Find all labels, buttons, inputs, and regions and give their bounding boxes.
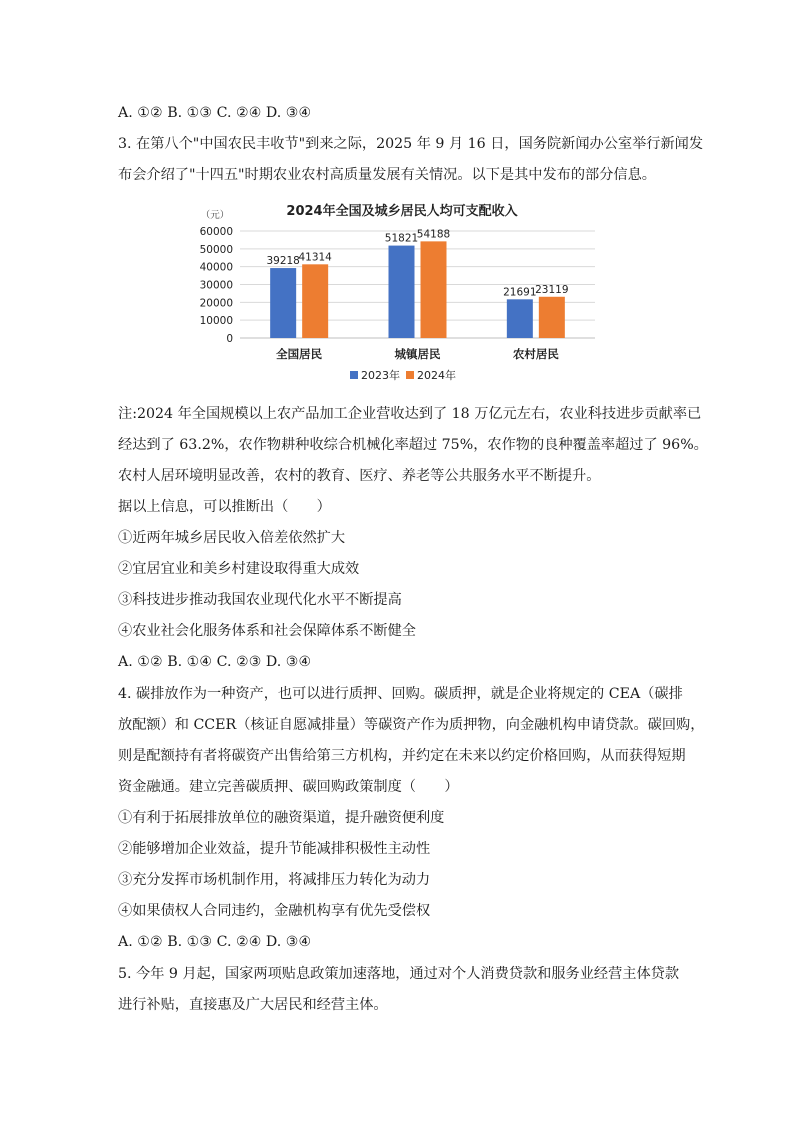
chart-svg — [195, 196, 605, 392]
data-label: 39218 — [266, 255, 300, 268]
q3-options: A. ①② B. ①④ C. ②③ D. ③④ — [118, 654, 312, 670]
category-label: 城镇居民 — [394, 347, 441, 361]
q4-options: A. ①② B. ①③ C. ②④ D. ③④ — [118, 934, 312, 950]
y-tick-label: 20000 — [199, 297, 233, 310]
q3-item-1: ①近两年城乡居民收入倍差依然扩大 — [118, 530, 346, 546]
bar — [389, 246, 415, 338]
income-bar-chart — [195, 196, 605, 392]
y-axis-ticks — [200, 226, 233, 345]
y-tick-label: 0 — [226, 333, 233, 345]
chart-title: 2024年全国及城乡居民人均可支配收入 — [286, 204, 518, 219]
q4-item-2: ②能够增加企业效益，提升节能减排积极性主动性 — [118, 841, 431, 857]
y-tick-label: 30000 — [199, 279, 233, 292]
q3-stem-line1: 3. 在第八个"中国农民丰收节"到来之际，2025 年 9 月 16 日，国务院新闻办公室举行新闻发 — [118, 136, 704, 152]
q4-stem-line1: 4. 碳排放作为一种资产，也可以进行质押、回购。碳质押，就是企业将规定的 CEA（碳排 — [118, 686, 683, 702]
q5-stem-line2: 进行补贴，直接惠及广大居民和经营主体。 — [118, 997, 388, 1013]
q4-stem-line2: 放配额）和 CCER（核证自愿减排量）等碳资产作为质押物，向金融机构申请贷款。碳回购， — [118, 717, 705, 733]
y-unit-label: （元） — [200, 210, 230, 221]
q3-item-3: ③科技进步推动我国农业现代化水平不断提高 — [118, 592, 402, 608]
q4-stem-line4: 资金融通。建立完善碳质押、碳回购政策制度（ ） — [118, 779, 459, 795]
q4-item-3: ③充分发挥市场机制作用，将减排压力转化为动力 — [118, 872, 431, 888]
bar — [507, 299, 533, 338]
q3-note-line2: 经达到了 63.2%，农作物耕种收综合机械化率超过 75%，农作物的良种覆盖率超过了 96%。 — [118, 437, 708, 453]
y-tick-label: 10000 — [199, 315, 233, 328]
y-tick-label: 40000 — [199, 261, 233, 274]
category-labels — [276, 347, 559, 361]
y-tick-label: 50000 — [199, 243, 233, 256]
q3-note-line3: 农村人居环境明显改善，农村的教育、医疗、养老等公共服务水平不断提升。 — [118, 468, 601, 484]
q4-stem-line3: 则是配额持有者将碳资产出售给第三方机构，并约定在未来以约定价格回购，从而获得短期 — [118, 748, 686, 764]
data-label: 51821 — [384, 232, 419, 245]
legend-label: 2023年 — [361, 369, 400, 382]
data-label: 21691 — [503, 286, 537, 299]
legend-swatch — [406, 371, 414, 379]
q4-item-1: ①有利于拓展排放单位的融资渠道，提升融资便利度 — [118, 810, 445, 826]
legend-swatch — [350, 371, 358, 379]
q4-item-4: ④如果债权人合同违约，金融机构享有优先受偿权 — [118, 903, 431, 919]
q5-stem-line1: 5. 今年 9 月起，国家两项贴息政策加速落地，通过对个人消费贷款和服务业经营主体贷款 — [118, 966, 680, 982]
q3-item-2: ②宜居宜业和美乡村建设取得重大成效 — [118, 561, 360, 577]
q2-options: A. ①② B. ①③ C. ②④ D. ③④ — [118, 105, 312, 121]
bar — [270, 268, 296, 338]
data-label: 23119 — [535, 283, 569, 296]
data-label: 41314 — [298, 251, 332, 264]
q3-stem-line2: 布会介绍了"十四五"时期农业农村高质量发展有关情况。以下是其中发布的部分信息。 — [118, 167, 656, 183]
y-tick-label: 60000 — [199, 226, 233, 238]
bar — [539, 297, 565, 338]
category-label: 农村居民 — [512, 347, 559, 361]
category-label: 全国居民 — [276, 347, 323, 361]
q3-prompt: 据以上信息，可以推断出（ ） — [118, 499, 331, 515]
bar — [421, 241, 447, 338]
q3-note-line1: 注:2024 年全国规模以上农产品加工企业营收达到了 18 万亿元左右，农业科技进步贡献率已 — [118, 406, 702, 422]
legend — [350, 368, 456, 382]
data-label: 54188 — [416, 228, 451, 241]
legend-label: 2024年 — [417, 369, 456, 382]
q3-item-4: ④农业社会化服务体系和社会保障体系不断健全 — [118, 623, 416, 639]
bar — [302, 264, 328, 338]
